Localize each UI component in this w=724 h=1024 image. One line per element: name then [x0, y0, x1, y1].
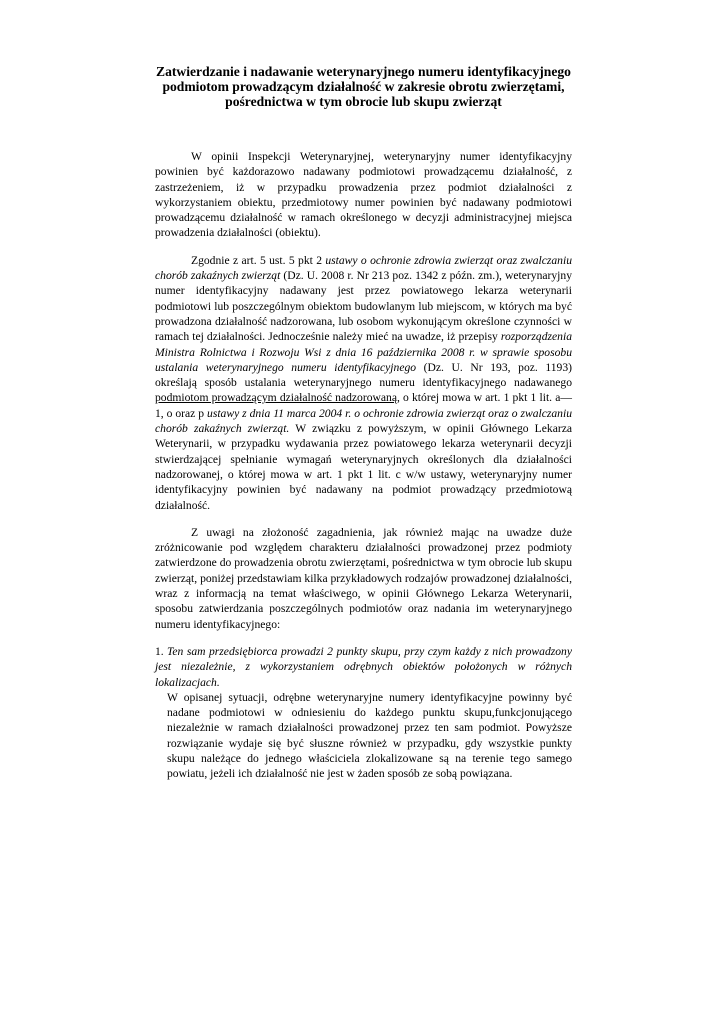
title-line-2: podmiotom prowadzącym działalność w zakresie obrotu zwierzętami,	[162, 79, 565, 94]
paragraph-2	[155, 253, 572, 513]
regulation-reference: rozporządzenia Ministra Rolnictwa i Rozwoju Wsi z dnia 16 października 2008 r. w sprawie sposobu ustalania weterynaryjnego numeru identyfikacyjnego	[155, 330, 572, 374]
title-line-1: Zatwierdzanie i nadawanie weterynaryjnego numeru identyfikacyjnego	[156, 64, 571, 79]
paragraph-3: Z uwagi na złożoność zagadnienia, jak również mając na uwadze duże zróżnicowanie pod względem charakteru działalności prowadzonej przez podmioty zatwierdzone do prowadzenia obrotu zwierzętami, pośrednictwa w tym obrocie lub skupu zwierząt, poniżej przedstawiam kilka przykładowych rodzajów prowadzonej działalności, wraz z informacją na temat właściwego, w opinii Głównego Lekarza Weterynarii, sposobu zatwierdzania poszczególnych podmiotów oraz nadania im weterynaryjnego numeru identyfikacyjnego:	[155, 525, 572, 631]
list-item	[155, 644, 572, 782]
list-item-body-text: Powyższe rozwiązanie wydaje się być słuszne również w przypadku, gdy wszystkie punkty skupu należące do jednego właściciela zlokalizowane są na terenie tego samego powiatu, jeżeli ich działalność nie jest w żaden sposób ze sobą powiązana.	[167, 721, 572, 781]
paragraph-2-text: Zgodnie z art. 5 ust. 5 pkt 2	[191, 253, 326, 267]
paragraph-2-text: (Dz. U. Nr 193, poz. 1193) określają sposób ustalania weterynaryjnego numeru identyfikacyjnego nadawanego	[155, 360, 572, 390]
list-item-body	[155, 690, 572, 782]
paragraph-2-text: W związku z powyższym, w opinii Głównego Lekarza Weterynarii, w przypadku wydawania przez powiatowego lekarza weterynarii decyzji stwierdzającej spełnianie wymagań weterynaryjnych określonych dla działalności nadzorowanej, o której mowa w art. 1 pkt 1 lit. c w/w ustawy, weterynaryjny numer identyfikacyjny powinien być nadawany na podmiot prowadzący przedmiotową działalność.	[155, 422, 572, 512]
paragraph-2-text: (Dz. U. 2008 r. Nr 213 poz. 1342 z późn. zm.), weterynaryjny numer identyfikacyjny nadawany jest przez powiatowego lekarza weterynarii podmiotowi lub poszczególnym obiektom budowlanym lub miejscom, w których ma być prowadzona działalność nadzorowana, lub osobom wykonującym określone czynności w ramach tej działalności. Jednocześnie należy mieć na uwadze, iż przepisy	[155, 269, 572, 344]
list-item-lead	[155, 644, 572, 690]
document-title	[155, 64, 572, 109]
title-line-3: pośrednictwa w tym obrocie lub skupu zwierząt	[225, 94, 502, 109]
paragraph-2-text: , o której mowa w art. 1 pkt 1 lit. a—1, o oraz p	[155, 391, 572, 420]
list-item-number: 1.	[155, 644, 164, 658]
paragraph-1: W opinii Inspekcji Weterynaryjnej, weterynaryjny numer identyfikacyjny powinien być każdorazowo nadawany podmiotowi prowadzącemu działalność, z zastrzeżeniem, iż w przypadku prowadzenia przez podmiot działalności z wykorzystaniem obiektu, przedmiotowy numer powinien być nadawany podmiotowi prowadzącemu działalność w ramach określonego w decyzji administracyjnej miejsca prowadzenia działalności (obiektu).	[155, 150, 572, 240]
list-item-body-text: W opisanej sytuacji, odrębne weterynaryjne numery identyfikacyjne powinny być nadane podmiotowi w odniesieniu do każdego punktu skupu,funkcjonującego niezależnie w ramach działalności prowadzonej przez ten sam podmiot.	[167, 690, 572, 735]
act-reference: ustawy z dnia 11 marca 2004 r. o ochronie zdrowia zwierząt oraz o zwalczaniu chorób zakaźnych zwierząt.	[155, 406, 572, 436]
list-item-lead-text: Ten sam przedsiębiorca prowadzi 2 punkty skupu, przy czym każdy z nich prowadzony jest niezależnie, z wykorzystaniem odrębnych obiektów położonych w różnych lokalizacjach.	[155, 644, 572, 689]
act-reference: ustawy o ochronie zdrowia zwierząt oraz zwalczaniu chorób zakaźnych zwierząt	[155, 253, 572, 283]
underlined-phrase: podmiotom prowadzącym działalność nadzorowaną	[155, 391, 397, 405]
